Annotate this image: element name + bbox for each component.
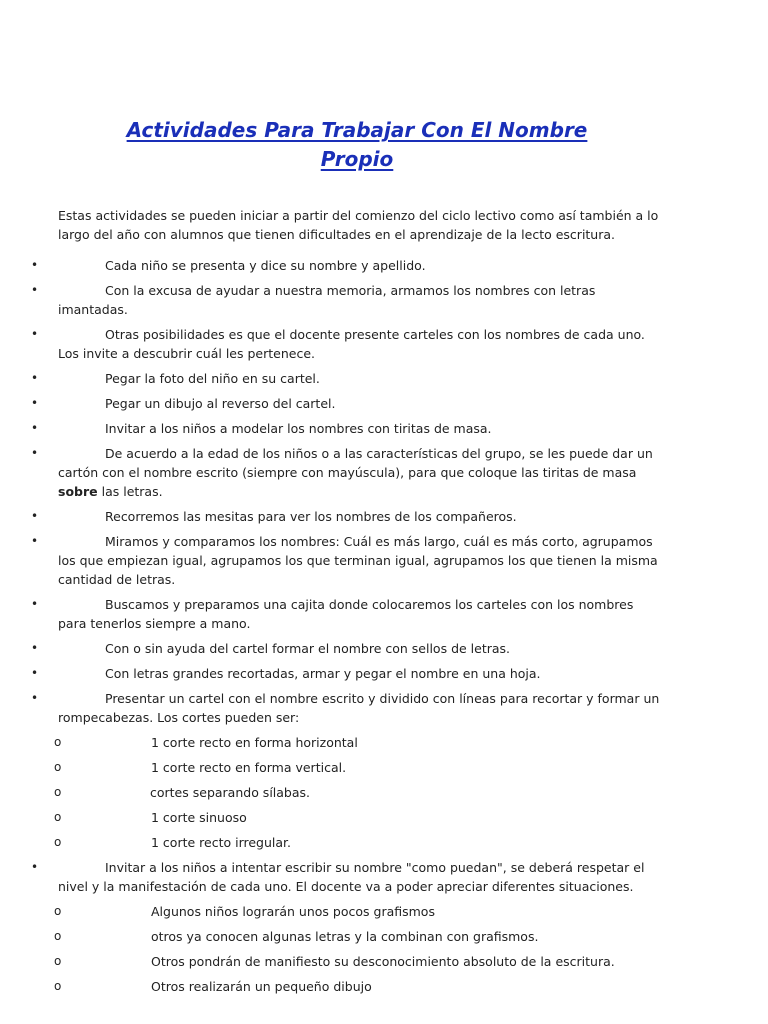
- bullet-icon: •: [31, 327, 39, 341]
- list-item: [0, 530, 768, 589]
- bullet-icon: •: [31, 446, 39, 460]
- list-item-text: Pegar la foto del niño en su cartel.: [105, 371, 320, 386]
- bullet-icon: •: [31, 258, 39, 272]
- list-item: [0, 392, 768, 413]
- list-item: [0, 687, 768, 727]
- text-segment: las letras.: [97, 484, 163, 499]
- activity-list: [0, 254, 768, 996]
- list-item-text: Buscamos y preparamos una cajita donde colocaremos los carteles con los nombres para tenerlos siempre a mano.: [58, 597, 634, 631]
- sub-list-item: [0, 900, 768, 921]
- list-item: [0, 662, 768, 683]
- list-item-text: 1 corte sinuoso: [151, 810, 247, 825]
- list-item-text: 1 corte recto en forma vertical.: [151, 760, 347, 775]
- list-item: [0, 593, 768, 633]
- sub-list-item: [0, 925, 768, 946]
- bold-word: sobre: [58, 484, 98, 499]
- page-title[interactable]: Actividades Para Trabajar Con El Nombre Propio: [126, 118, 588, 171]
- list-item-text: Algunos niños lograrán unos pocos grafismos: [151, 904, 435, 919]
- intro-paragraph: Estas actividades se pueden iniciar a partir del comienzo del ciclo lectivo como así también a lo largo del año con alumnos que tienen dificultades en el aprendizaje de la lecto escritura.: [58, 208, 659, 242]
- sub-bullet-icon: o: [54, 785, 62, 799]
- sub-bullet-icon: o: [54, 735, 62, 749]
- bullet-icon: •: [31, 534, 39, 548]
- sub-bullet-icon: o: [54, 810, 62, 824]
- sub-bullet-icon: o: [54, 979, 62, 993]
- bullet-icon: •: [31, 283, 39, 297]
- list-item: [0, 442, 768, 501]
- list-item-text: Otras posibilidades es que el docente presente carteles con los nombres de cada uno. Los invite a descubrir cuál les pertenece.: [58, 327, 645, 361]
- sub-list-item: [0, 831, 768, 852]
- bullet-icon: •: [31, 666, 39, 680]
- list-item: [0, 367, 768, 388]
- sub-bullet-icon: o: [54, 954, 62, 968]
- text-segment: De acuerdo a la edad de los niños o a las características del grupo, se les puede dar un cartón con el nombre escrito (siempre con mayúscula), para que coloque las tiritas de masa: [58, 446, 653, 480]
- bullet-icon: •: [31, 371, 39, 385]
- bullet-icon: •: [31, 421, 39, 435]
- bullet-icon: •: [31, 396, 39, 410]
- list-item-text: Pegar un dibujo al reverso del cartel.: [105, 396, 336, 411]
- bullet-icon: •: [31, 641, 39, 655]
- sub-bullet-icon: o: [54, 760, 62, 774]
- sub-list-item: [0, 975, 768, 996]
- sub-bullet-icon: o: [54, 904, 62, 918]
- list-item-text: Otros pondrán de manifiesto su desconocimiento absoluto de la escritura.: [151, 954, 615, 969]
- list-item-text: 1 corte recto en forma horizontal: [151, 735, 358, 750]
- list-item: [0, 417, 768, 438]
- sub-bullet-icon: o: [54, 835, 62, 849]
- list-item-text: Con la excusa de ayudar a nuestra memoria, armamos los nombres con letras imantadas.: [58, 283, 596, 317]
- list-item-text: Con o sin ayuda del cartel formar el nombre con sellos de letras.: [105, 641, 511, 656]
- bullet-icon: •: [31, 691, 39, 705]
- list-item: [0, 323, 768, 363]
- list-item-text: otros ya conocen algunas letras y la combinan con grafismos.: [151, 929, 539, 944]
- list-item-text: 1 corte recto irregular.: [151, 835, 292, 850]
- list-item-text: Otros realizarán un pequeño dibujo: [151, 979, 372, 994]
- list-item-text: Miramos y comparamos los nombres: Cuál es más largo, cuál es más corto, agrupamos los que empiezan igual, agrupamos los que terminan igual, agrupamos los que tienen la misma cantidad de letras.: [58, 534, 658, 587]
- sub-list-item: [0, 781, 768, 802]
- list-item: [0, 637, 768, 658]
- list-item-text: Cada niño se presenta y dice su nombre y apellido.: [105, 258, 426, 273]
- list-item: [0, 856, 768, 896]
- list-item-text: Invitar a los niños a modelar los nombres con tiritas de masa.: [105, 421, 492, 436]
- bullet-icon: •: [31, 597, 39, 611]
- list-item-text: Recorremos las mesitas para ver los nombres de los compañeros.: [105, 509, 517, 524]
- list-item: [0, 505, 768, 526]
- list-item-text: [58, 442, 663, 501]
- list-item-text: Presentar un cartel con el nombre escrito y dividido con líneas para recortar y formar un rompecabezas. Los cortes pueden ser:: [58, 691, 660, 725]
- sub-list-item: [0, 731, 768, 752]
- bullet-icon: •: [31, 509, 39, 523]
- list-item: [0, 279, 768, 319]
- bullet-icon: •: [31, 860, 39, 874]
- list-item-text: Con letras grandes recortadas, armar y pegar el nombre en una hoja.: [105, 666, 541, 681]
- list-item-text: Invitar a los niños a intentar escribir su nombre "como puedan", se deberá respetar el nivel y la manifestación de cada uno. El docente va a poder apreciar diferentes situaciones.: [58, 860, 645, 894]
- sub-list-item: [0, 950, 768, 971]
- list-item: [0, 254, 768, 275]
- sub-list-item: [0, 756, 768, 777]
- sub-bullet-icon: o: [54, 929, 62, 943]
- list-item-text: cortes separando sílabas.: [150, 785, 311, 800]
- sub-list-item: [0, 806, 768, 827]
